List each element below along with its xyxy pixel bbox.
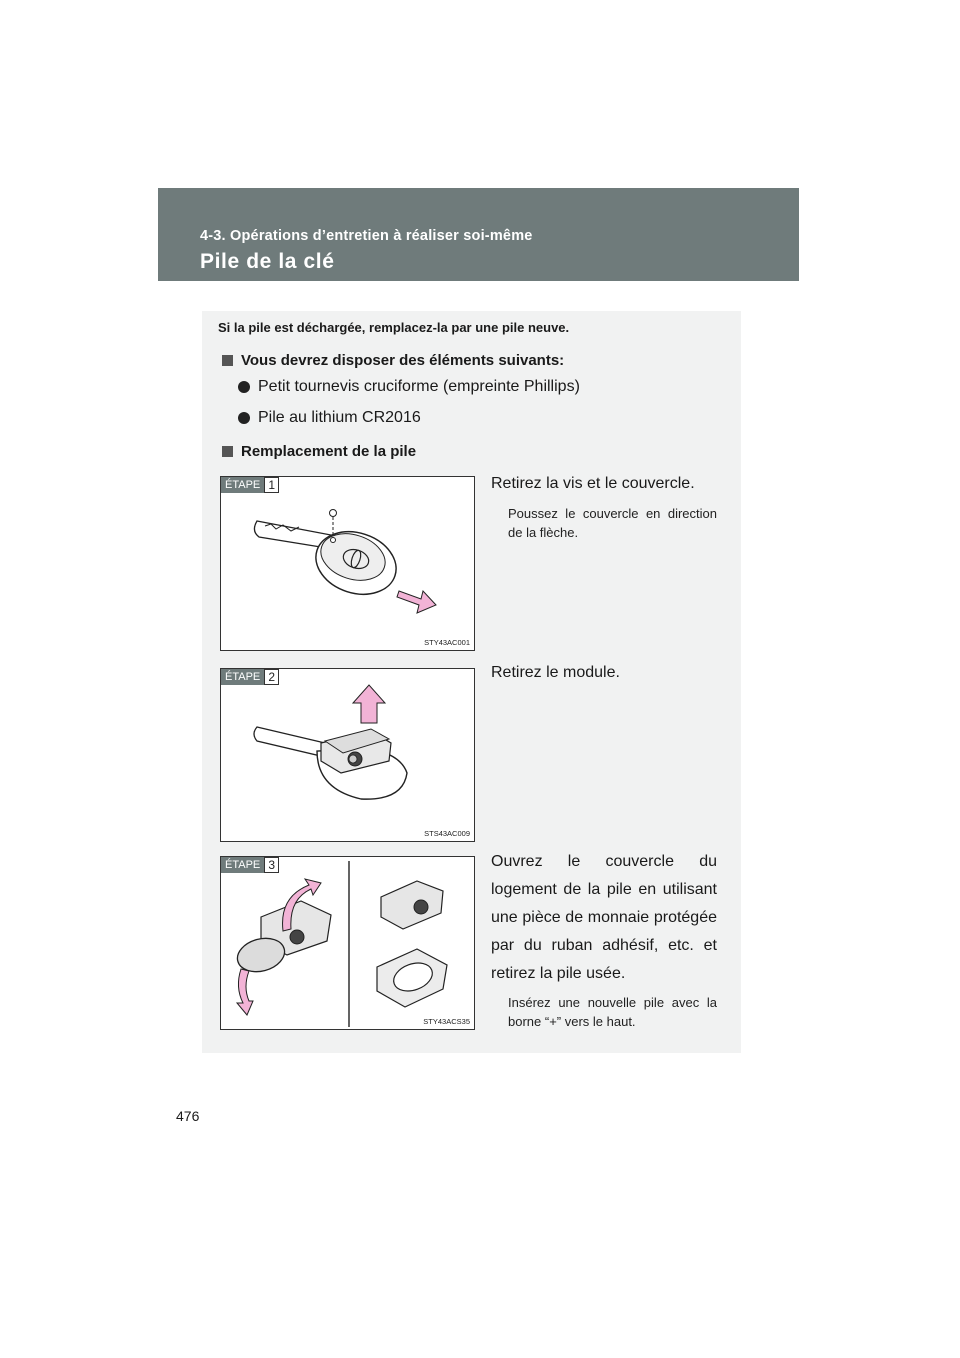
list-item-text: Petit tournevis cruciforme (empreinte Phillips) [258,378,580,395]
replacement-heading [222,443,416,460]
figure-code: STY43ACS35 [423,1017,470,1026]
step-label: ÉTAPE [221,857,264,873]
content-panel [202,311,741,1053]
square-bullet-icon [222,355,233,366]
step-label: ÉTAPE [221,669,264,685]
step-2-badge [221,669,279,685]
list-item-text: Pile au lithium CR2016 [258,409,421,426]
section-label: 4-3. Opérations d’entretien à réaliser soi-même [200,228,533,244]
list-item [238,409,421,427]
step-label: ÉTAPE [221,477,264,493]
step-1-instruction: Retirez la vis et le couvercle. [491,475,695,492]
step-number: 3 [264,857,279,873]
step-number: 2 [264,669,279,685]
figure-code: STY43AC001 [424,638,470,647]
battery-replacement-illustration [221,857,474,1029]
section-header [158,188,799,281]
step-3-instruction: Ouvrez le couvercle du logement de la pile en utilisant une pièce de monnaie protégée par du ruban adhésif, etc. et retirez la pile usée. [491,853,717,982]
key-cover-removal-illustration [221,477,474,650]
page-number: 476 [176,1108,200,1124]
step-1-badge [221,477,279,493]
page-title: Pile de la clé [200,250,335,273]
step-3-figure [220,856,475,1030]
step-2-instruction: Retirez le module. [491,664,620,681]
list-item [238,378,580,396]
round-bullet-icon [238,412,250,424]
step-2-figure [220,668,475,842]
replacement-heading-text: Remplacement de la pile [241,443,417,460]
step-1-figure [220,476,475,651]
round-bullet-icon [238,381,250,393]
step-3-note: Insérez une nouvelle pile avec la borne “+” vers le haut. [508,995,717,1029]
figure-code: STS43AC009 [424,829,470,838]
step-number: 1 [264,477,279,493]
requirements-heading-text: Vous devrez disposer des éléments suivants: [241,352,565,369]
module-removal-illustration [221,669,474,841]
step-3-badge [221,857,279,873]
step-1-note: Poussez le couvercle en direction de la flèche. [508,506,717,540]
intro-text: Si la pile est déchargée, remplacez-la par une pile neuve. [218,320,570,335]
square-bullet-icon [222,446,233,457]
requirements-heading [222,352,564,369]
